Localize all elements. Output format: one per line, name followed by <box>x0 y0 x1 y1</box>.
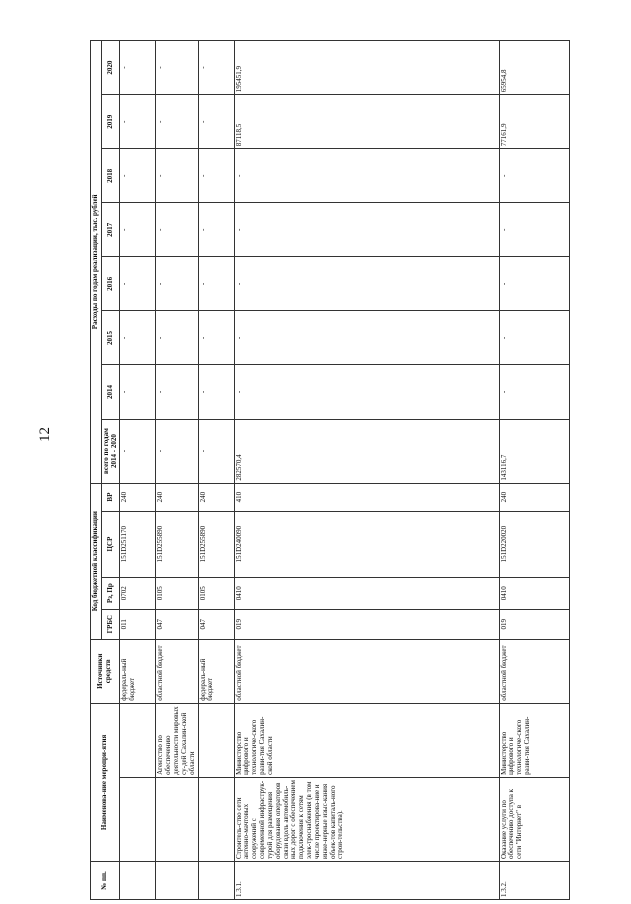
header-year: 2019 <box>101 95 120 149</box>
cell-executor: Агентство по обеспечению деятельности мировых су-дей Сахалин-ской области <box>156 703 198 777</box>
cell-no <box>198 861 234 899</box>
cell-2015: - <box>499 311 569 365</box>
cell-2015: - <box>156 311 198 365</box>
header-year: 2016 <box>101 257 120 311</box>
header-year: 2017 <box>101 203 120 257</box>
cell-2016: - <box>234 257 499 311</box>
cell-2016: - <box>156 257 198 311</box>
cell-rzpr: 0105 <box>198 577 234 609</box>
cell-source: федераль-ный бюджет <box>120 639 156 703</box>
header-total: всего по годам 2014 - 2020 <box>101 419 120 483</box>
header-vr: ВР <box>101 483 120 511</box>
cell-2014: - <box>198 365 234 419</box>
cell-csr: 151D240090 <box>234 511 499 577</box>
cell-2017: - <box>198 203 234 257</box>
cell-grbs: 047 <box>198 609 234 639</box>
cell-grbs: 019 <box>499 609 569 639</box>
header-rzpr: Рз, Пр <box>101 577 120 609</box>
cell-2016: - <box>120 257 156 311</box>
cell-2014: - <box>499 365 569 419</box>
cell-rzpr: 0410 <box>234 577 499 609</box>
cell-rzpr: 0702 <box>120 577 156 609</box>
cell-total: - <box>120 419 156 483</box>
cell-source: областной бюджет <box>499 639 569 703</box>
table-row <box>156 41 198 900</box>
cell-executor: Министерство цифрового и технологиче-ского разви-тия Сахалин- <box>499 703 569 777</box>
cell-name: Оказание услуги по обеспечению доступа к сети "Интернет" в <box>499 777 569 861</box>
cell-no <box>156 861 198 899</box>
cell-2017: - <box>120 203 156 257</box>
cell-total: - <box>198 419 234 483</box>
table-row <box>120 41 156 900</box>
cell-total: 282570,4 <box>234 419 499 483</box>
cell-2019: - <box>156 95 198 149</box>
cell-csr: 151D255890 <box>198 511 234 577</box>
cell-2018: - <box>234 149 499 203</box>
cell-2020: 195451,9 <box>234 41 499 95</box>
header-kbk: Код бюджетной классификации <box>91 483 102 639</box>
cell-no: 1.3.1. <box>234 861 499 899</box>
header-name: Наименова-ние меропри-ятия <box>91 703 120 861</box>
cell-vr: 240 <box>198 483 234 511</box>
cell-executor <box>198 703 234 777</box>
cell-2017: - <box>234 203 499 257</box>
cell-2014: - <box>120 365 156 419</box>
cell-vr: 410 <box>234 483 499 511</box>
cell-rzpr: 0410 <box>499 577 569 609</box>
cell-csr: 151D220020 <box>499 511 569 577</box>
rotated-table-wrapper <box>90 40 530 900</box>
header-year: 2018 <box>101 149 120 203</box>
cell-2014: - <box>156 365 198 419</box>
cell-total: 143116,7 <box>499 419 569 483</box>
cell-no: 1.3.2. <box>499 861 569 899</box>
cell-source: федераль-ный бюджет <box>198 639 234 703</box>
table-row <box>198 41 234 900</box>
cell-csr: 151D251170 <box>120 511 156 577</box>
cell-2020: - <box>156 41 198 95</box>
cell-name <box>156 777 198 861</box>
cell-2018: - <box>198 149 234 203</box>
cell-source: областной бюджет <box>156 639 198 703</box>
cell-name <box>120 777 156 861</box>
cell-2015: - <box>234 311 499 365</box>
cell-vr: 240 <box>156 483 198 511</box>
cell-2020: - <box>198 41 234 95</box>
cell-vr: 240 <box>499 483 569 511</box>
budget-table <box>90 40 570 900</box>
cell-2015: - <box>120 311 156 365</box>
cell-2017: - <box>156 203 198 257</box>
cell-vr: 240 <box>120 483 156 511</box>
header-no: № пп. <box>91 861 120 899</box>
cell-grbs: 011 <box>120 609 156 639</box>
cell-2017: - <box>499 203 569 257</box>
cell-2018: - <box>156 149 198 203</box>
header-source: Источники средств <box>91 639 120 703</box>
cell-executor <box>120 703 156 777</box>
cell-2020: 65954,8 <box>499 41 569 95</box>
cell-2018: - <box>120 149 156 203</box>
header-year: 2015 <box>101 311 120 365</box>
cell-2018: - <box>499 149 569 203</box>
cell-2019: - <box>198 95 234 149</box>
header-year: 2020 <box>101 41 120 95</box>
header-grbs: ГРБС <box>101 609 120 639</box>
cell-total: - <box>156 419 198 483</box>
cell-csr: 151D255890 <box>156 511 198 577</box>
cell-2015: - <box>198 311 234 365</box>
cell-2019: 77161,9 <box>499 95 569 149</box>
table-row <box>499 41 569 900</box>
cell-name <box>198 777 234 861</box>
header-expenses: Расходы по годам реализации, тыс. рублей <box>91 41 102 484</box>
cell-2019: 87118,5 <box>234 95 499 149</box>
cell-2016: - <box>198 257 234 311</box>
cell-2020: - <box>120 41 156 95</box>
cell-grbs: 047 <box>156 609 198 639</box>
cell-name: Строитель-ство сети антенно-мачтовых сооружений с современной инфраструк-турой для размещения оборудования операторов связи вдоль автомобиль-ных дорог с обеспечением подключения к сетям элек-троснабжения (в том числе проектирова-ние и инже-нерные изыс-кания объек-тов капиталь-ного строи-тельства). <box>234 777 499 861</box>
cell-no <box>120 861 156 899</box>
header-year: 2014 <box>101 365 120 419</box>
cell-executor: Министерство цифрового и технологиче-ского разви-тия Сахалин-ской области <box>234 703 499 777</box>
cell-2016: - <box>499 257 569 311</box>
cell-source: областной бюджет <box>234 639 499 703</box>
cell-grbs: 019 <box>234 609 499 639</box>
page-number: 12 <box>37 427 53 442</box>
cell-rzpr: 0105 <box>156 577 198 609</box>
cell-2014: - <box>234 365 499 419</box>
cell-2019: - <box>120 95 156 149</box>
header-csr: ЦСР <box>101 511 120 577</box>
table-row <box>234 41 499 900</box>
